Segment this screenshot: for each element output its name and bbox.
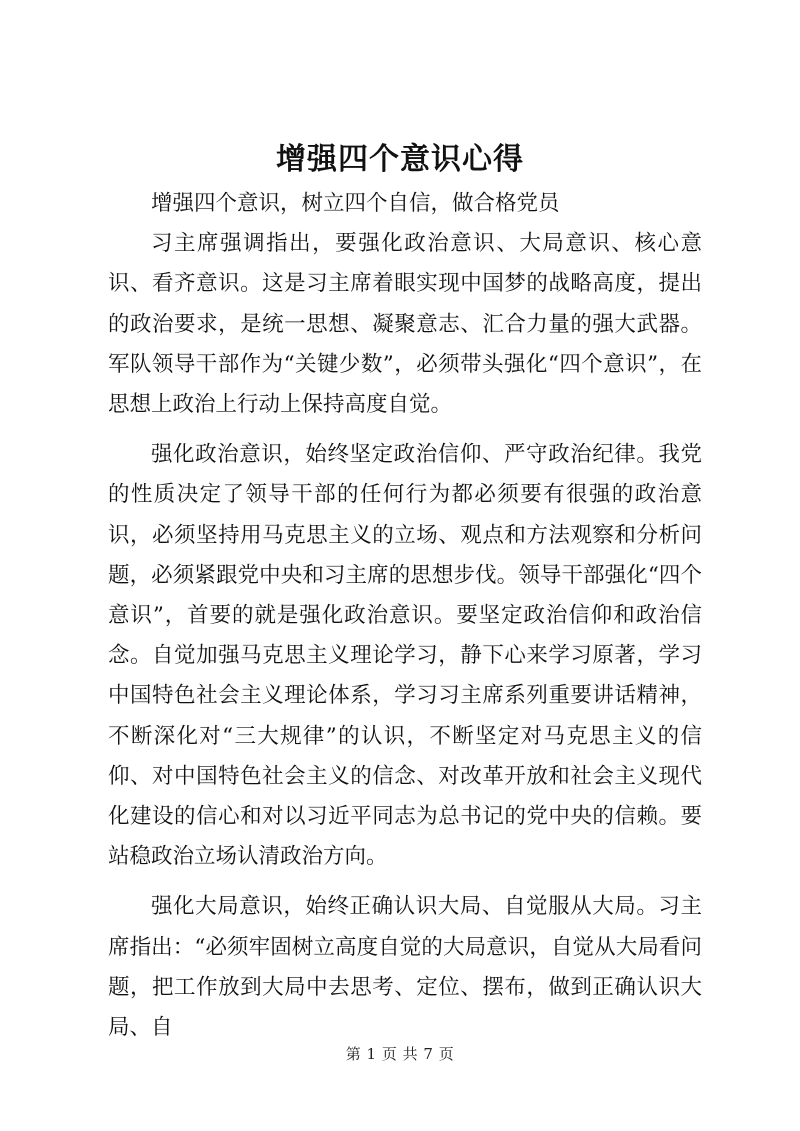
document-subtitle: 增强四个意识，树立四个自信，做合格党员 [151, 191, 560, 216]
document-body [108, 184, 702, 1048]
paragraph-3: 强化大局意识，始终正确认识大局、自觉服从大局。习主席指出：“必须牢固树立高度自觉的大局意识，自觉从大局看问题，把工作放到大局中去思考、定位、摆布，做到正确认识大局、自 [108, 894, 702, 1041]
document-title: 增强四个意识心得 [276, 142, 524, 177]
paragraph-2: 强化政治意识，始终坚定政治信仰、严守政治纪律。我党的性质决定了领导干部的任何行为都必须要有很强的政治意识，必须坚持用马克思主义的立场、观点和方法观察和分析问题，必须紧跟党中央和习主席的思想步伐。领导干部强化“四个意识”，首要的就是强化政治意识。要坚定政治信仰和政治信念。自觉加强马克思主义理论学习，静下心来学习原著，学习中国特色社会主义理论体系，学习习主席系列重要讲话精神，不断深化对“三大规律”的认识，不断坚定对马克思主义的信仰、对中国特色社会主义的信念、对改革开放和社会主义现代化建设的信心和对以习近平同志为总书记的党中央的信赖。要站稳政治立场认清政治方向。 [108, 442, 702, 870]
paragraph-1: 习主席强调指出，要强化政治意识、大局意识、核心意识、看齐意识。这是习主席着眼实现中国梦的战略高度，提出的政治要求，是统一思想、凝聚意志、汇合力量的强大武器。军队领导干部作为“关键少数”，必须带头强化“四个意识”，在思想上政治上行动上保持高度自觉。 [108, 231, 702, 418]
page-footer: 第 1 页 共 7 页 [345, 1045, 455, 1063]
